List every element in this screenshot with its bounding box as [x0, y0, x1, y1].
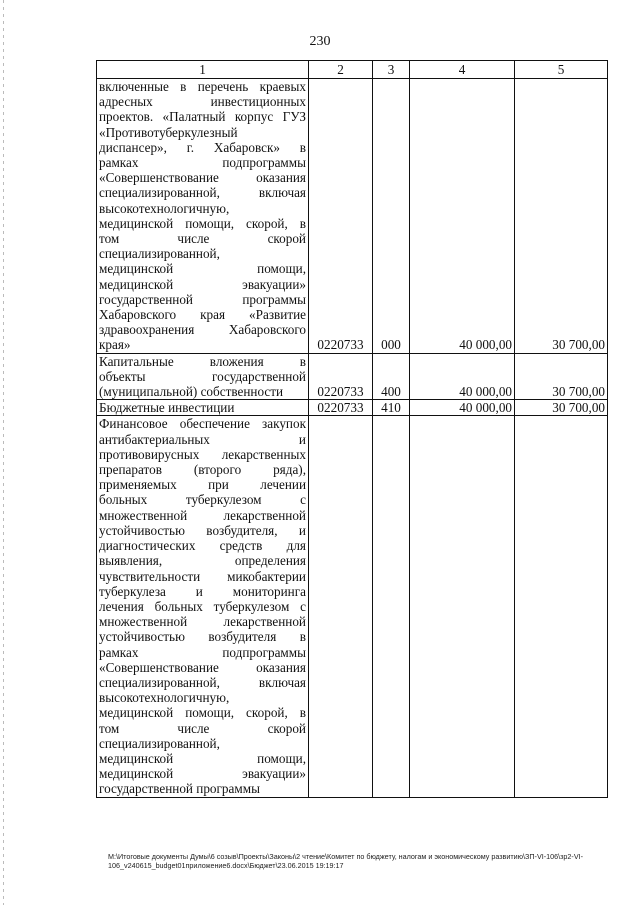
description-line: адресных инвестиционных	[99, 94, 306, 110]
row-target-code: 0220733	[309, 400, 373, 416]
description-line: «Совершенствование оказания	[99, 659, 306, 675]
description-line: препаратов (второго ряда),	[99, 462, 306, 478]
description-line: лечения больных туберкулезом с	[99, 598, 306, 614]
row-amount-col5: 30 700,00	[515, 400, 608, 416]
description-line: «Противотуберкулезный	[99, 124, 238, 140]
description-line: края»	[99, 337, 131, 353]
description-line: рамках подпрограммы	[99, 644, 306, 660]
header-col-3: 3	[373, 61, 410, 79]
description-line: диагностических средств для	[99, 538, 306, 554]
row-target-code: 0220733	[309, 79, 373, 354]
row-expense-type: 000	[373, 79, 410, 354]
row-description	[97, 353, 309, 400]
description-line: Хабаровского края «Развитие	[99, 307, 306, 323]
description-line: Бюджетные инвестиции	[99, 400, 235, 416]
description-line: медицинской помощи, скорой, в	[99, 215, 306, 231]
description-line: том числе скорой	[99, 720, 306, 736]
description-line: проектов. «Палатный корпус ГУЗ	[99, 109, 306, 125]
description-line: медицинской помощи, скорой, в	[99, 705, 306, 721]
description-line: «Совершенствование оказания	[99, 170, 306, 186]
description-line: медицинской помощи,	[99, 750, 306, 766]
row-target-code	[309, 416, 373, 797]
description-line: антибактериальных и	[99, 431, 306, 447]
row-description	[97, 79, 309, 354]
table-row	[97, 416, 608, 797]
row-expense-type: 410	[373, 400, 410, 416]
description-line: больных туберкулезом с	[99, 492, 306, 508]
row-description	[97, 416, 309, 797]
description-line: медицинской эвакуации»	[99, 766, 306, 782]
header-col-1: 1	[97, 61, 309, 79]
table-header-row	[97, 61, 608, 79]
description-line: диспансер», г. Хабаровск» в	[99, 139, 306, 155]
row-amount-col4	[410, 416, 515, 797]
description-line: здравоохранения Хабаровского	[99, 322, 306, 338]
description-line: специализированной,	[99, 735, 220, 751]
row-description	[97, 400, 309, 416]
header-col-5: 5	[515, 61, 608, 79]
row-expense-type: 400	[373, 353, 410, 400]
description-line: Капитальные вложения в	[99, 353, 306, 369]
row-amount-col5: 30 700,00	[515, 79, 608, 354]
row-amount-col5	[515, 416, 608, 797]
description-line: устойчивостью возбудителя в	[99, 629, 306, 645]
table-row	[97, 400, 608, 416]
description-line: специализированной, включая	[99, 185, 306, 201]
description-line: применяемых при лечении	[99, 477, 306, 493]
description-line: специализированной,	[99, 246, 220, 262]
row-amount-col4: 40 000,00	[410, 400, 515, 416]
header-col-4: 4	[410, 61, 515, 79]
header-col-2: 2	[309, 61, 373, 79]
description-line: том числе скорой	[99, 231, 306, 247]
description-line: туберкулеза и мониторинга	[99, 583, 306, 599]
row-amount-col4: 40 000,00	[410, 79, 515, 354]
row-amount-col4: 40 000,00	[410, 353, 515, 400]
description-line: высокотехнологичную,	[99, 690, 230, 706]
footer-path-line-1: M:\Итоговые документы Думы\6 созыв\Проекты\Законы\2 чтение\Комитет по бюджету, налогам и экономическому развитию\ЗП-VI-106\зр2-VI-	[108, 852, 583, 861]
table-row	[97, 353, 608, 400]
description-line: (муниципальной) собственности	[99, 384, 284, 400]
description-line: множественной лекарственной	[99, 507, 306, 523]
scan-margin-line	[3, 0, 4, 905]
row-target-code: 0220733	[309, 353, 373, 400]
description-line: государственной программы	[99, 781, 260, 797]
description-line: чувствительности микобактерии	[99, 568, 306, 584]
footer-path-line-2: 106_v240615_budget01приложение6.docx\Бюджет\23.06.2015 19:19:17	[108, 861, 344, 870]
document-footer	[108, 852, 608, 870]
description-line: высокотехнологичную,	[99, 200, 230, 216]
description-line: медицинской помощи,	[99, 261, 306, 277]
description-line: выявления, определения	[99, 553, 306, 569]
description-line: Финансовое обеспечение закупок	[99, 416, 306, 432]
row-amount-col5: 30 700,00	[515, 353, 608, 400]
page-number: 230	[309, 34, 331, 49]
description-line: медицинской эвакуации»	[99, 276, 306, 292]
description-line: специализированной, включая	[99, 674, 306, 690]
description-line: противовирусных лекарственных	[99, 446, 306, 462]
description-line: множественной лекарственной	[99, 614, 306, 630]
description-line: объекты государственной	[99, 368, 306, 384]
description-line: устойчивостью возбудителя, и	[99, 522, 306, 538]
row-expense-type	[373, 416, 410, 797]
description-line: рамках подпрограммы	[99, 155, 306, 171]
description-line: государственной программы	[99, 291, 306, 307]
budget-table	[96, 60, 608, 798]
table-row	[97, 79, 608, 354]
description-line: включенные в перечень краевых	[99, 79, 306, 94]
